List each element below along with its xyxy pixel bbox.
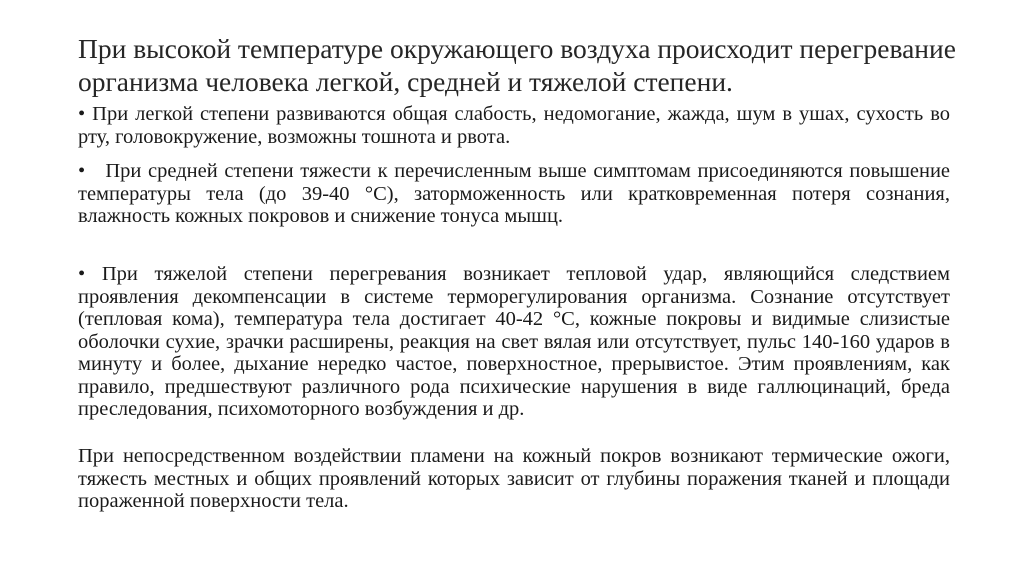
- slide-title: При высокой температуре окружающего воздуха происходит перегревание организма человека легкой, средней и тяжелой степени.: [78, 33, 956, 97]
- bullet-marker: •: [78, 160, 86, 182]
- paragraph-text: При тяжелой степени перегревания возникает тепловой удар, являющийся следствием проявления декомпенсации в системе терморегулирования организма. Сознание отсутствует (тепловая кома), температура тела достигает 40-42 °С, кожные покровы и видимые слизистые оболочки сухие, зрачки расширены, реакция на свет вялая или отсутствует, пульс 140-160 ударов в минуту и более, дыхание нередко частое, поверхностное, прерывистое. Этим проявлениям, как правило, предшествуют различного рода психические нарушения в виде галлюцинаций, бреда преследования, психомоторного возбуждения и др.: [78, 263, 951, 420]
- paragraph-severe-degree: [78, 263, 950, 421]
- paragraph-text: При средней степени тяжести к перечисленным выше симптомам присоединяются повышение температуры тела (до 39-40 °С), заторможенность или кратковременная потеря сознания, влажность кожных покровов и снижение тонуса мышц.: [78, 160, 951, 227]
- bullet-marker: •: [78, 103, 86, 125]
- paragraph-mild-degree: [78, 103, 950, 148]
- paragraph-burns: При непосредственном воздействии пламени на кожный покров возникают термические ожоги, тяжесть местных и общих проявлений которых зависит от глубины поражения тканей и площади пораженной поверхности тела.: [78, 445, 950, 512]
- paragraph-text: При легкой степени развиваются общая слабость, недомогание, жажда, шум в ушах, сухость во рту, головокружение, возможны тошнота и рвота.: [78, 103, 950, 148]
- paragraph-moderate-degree: [78, 160, 950, 228]
- bullet-marker: •: [78, 263, 86, 285]
